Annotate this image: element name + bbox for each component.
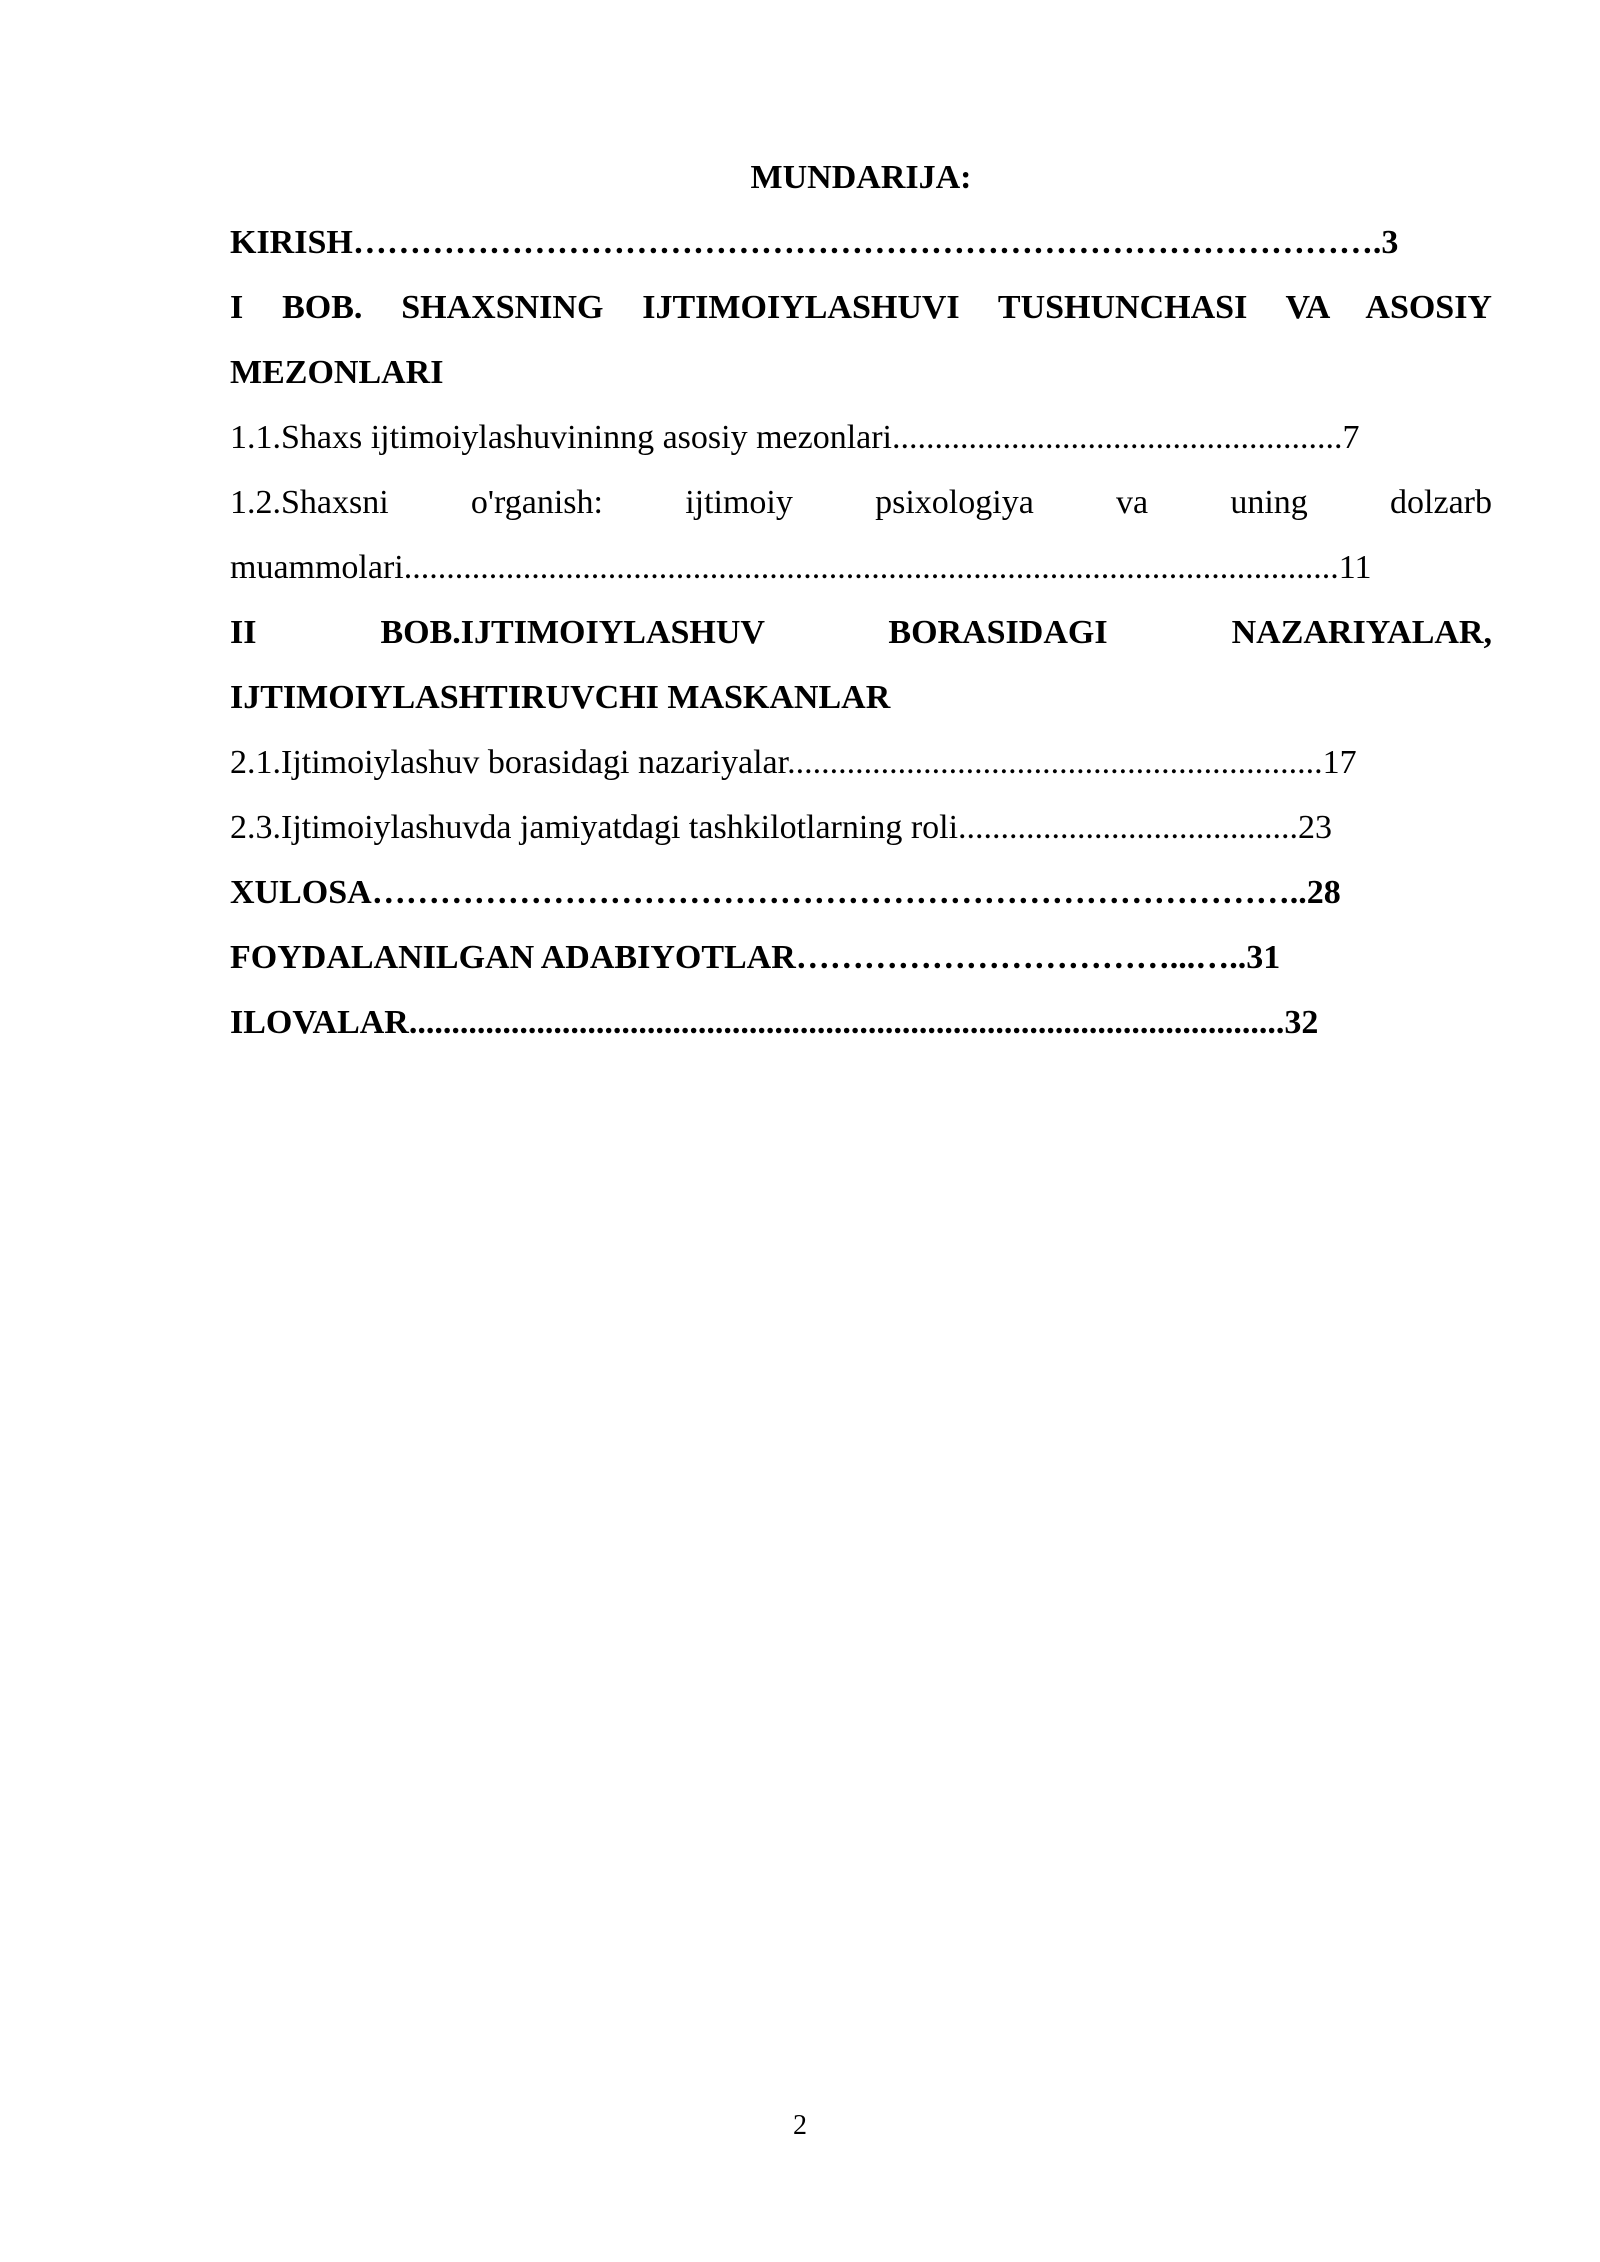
toc-entry-2-3: 2.3.Ijtimoiylashuvda jamiyatdagi tashkilotlarning roli........................................23 — [230, 809, 1333, 846]
toc-entry-chapter-1: I BOB. SHAXSNING IJTIMOIYLASHUVI TUSHUNCHASI VA ASOSIY — [230, 289, 1492, 326]
toc-entry-2-1: 2.1.Ijtimoiylashuv borasidagi nazariyalar...............................................................17 — [230, 744, 1357, 781]
toc-entry-chapter-1-cont: MEZONLARI — [230, 354, 444, 391]
toc-entry-kirish: KIRISH……………………………………………………………………………….3 — [230, 224, 1399, 261]
toc-entry-1-1: 1.1.Shaxs ijtimoiylashuvininng asosiy mezonlari.....................................................7 — [230, 419, 1360, 456]
toc-entry-ilovalar: ILOVALAR.......................................................................................................32 — [230, 1004, 1319, 1041]
toc-entry-1-2-cont: muammolari..............................................................................................................11 — [230, 549, 1372, 586]
toc-entry-chapter-2-cont: IJTIMOIYLASHTIRUVCHI MASKANLAR — [230, 679, 891, 716]
table-of-contents — [230, 145, 1492, 1055]
page-number: 2 — [793, 2110, 807, 2141]
toc-entry-adabiyotlar: FOYDALANILGAN ADABIYOTLAR……………………………...…..31 — [230, 939, 1281, 976]
toc-entry-xulosa: XULOSA………………………………………………………………………..28 — [230, 874, 1341, 911]
toc-entry-1-2: 1.2.Shaxsni o'rganish: ijtimoiy psixologiya va uning dolzarb — [230, 484, 1492, 521]
toc-title: MUNDARIJA: — [750, 159, 972, 196]
toc-entry-chapter-2: II BOB.IJTIMOIYLASHUV BORASIDAGI NAZARIYALAR, — [230, 614, 1492, 651]
